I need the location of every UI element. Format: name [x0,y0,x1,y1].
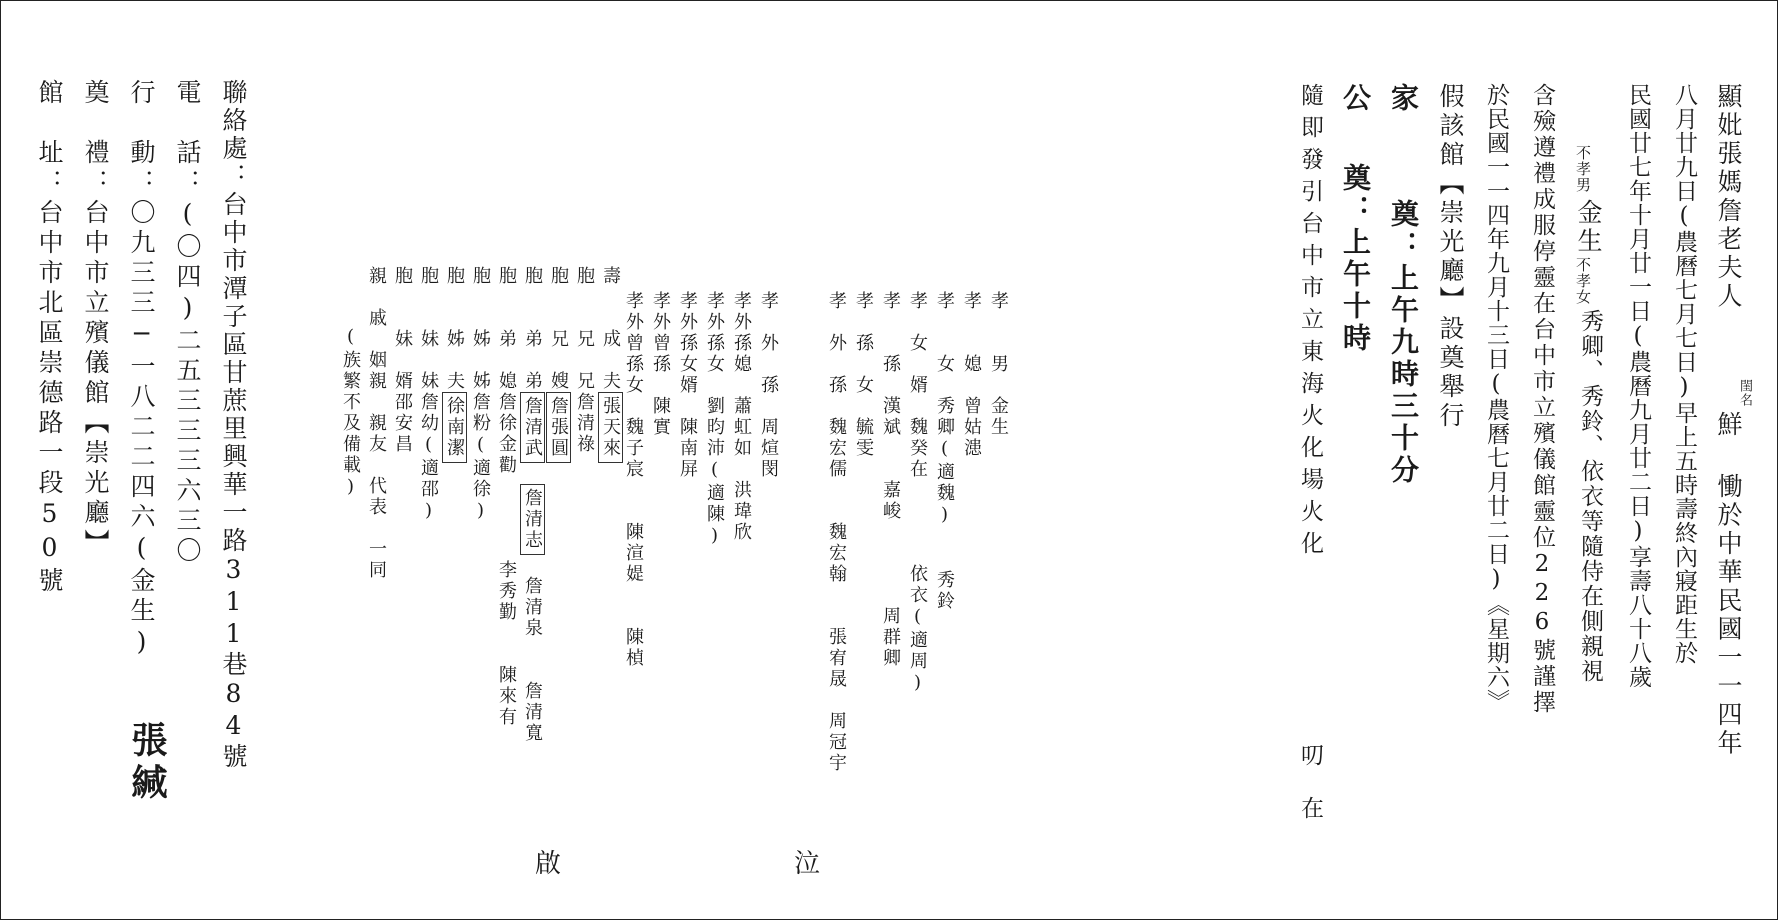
family-rel-elder-brother: 胞 兄 兄詹清祿 [574,266,595,455]
family-rel-husband: 壽 成 夫張天來 [601,266,619,744]
contact-address: 聯絡處：台中市潭子區甘蔗里興華一路311巷84號 [219,79,248,771]
notice-line-5: 含殮遵禮成服停靈在台中市立殯儀館靈位226號謹擇 [1529,83,1555,716]
signature-sealed: 張緘 [126,721,168,805]
family-rel-outer-granddaughter: 孝外孫女 劉昀沛(適陳) [704,291,725,549]
notice-line-1: 顯妣張媽詹老夫人 [1714,83,1743,311]
family-rel-daughter-in-law: 孝 媳 曾姑漶 [961,291,982,459]
unfilial-son-label: 不孝男 [1574,145,1592,193]
family-rel-outer-grandson-2: 孝 外 孫 周煊閔 [758,291,779,480]
notice-line-2: 八月廿九日(農曆七月七日)早上五時壽終內寢距生於 [1671,83,1697,665]
younger-brother-name-2: 詹清志 [520,484,545,555]
family-rel-daughter: 孝 女 秀卿(適魏) 秀鈴 [934,291,955,612]
family-rel-younger-sister-husband: 胞 妹 婿邵安昌 [392,266,413,455]
contact-venue-address: 館 址：台中市北區崇德路一段50號 [35,79,64,597]
family-rel-son: 孝 男 金生 [988,291,1009,438]
family-group-1-cols [827,291,1007,774]
contact-phone: 電 話：(〇四)二五三三三六三〇 [173,79,202,567]
notice-line-10-tail: 叨 在 [1297,743,1323,823]
notice-line-1b: 鮮 [1714,411,1743,440]
notice-line-6: 於民國一一四年九月十三日(農曆七月廿二日)《星期六》 [1483,83,1509,713]
family-rel-outer-grandson: 孝 外 孫 魏宏儒 魏宏翰 張宥晟 周冠宇 [826,291,847,774]
notice-line-1c: 慟於中華民國一一四年 [1714,473,1743,758]
family-rel-outer-granddaughter-husband: 孝外孫女婿 陳南屏 [677,291,698,480]
unfilial-daughter-label: 不孝女 [1574,257,1592,305]
given-name-note: 閨名 [1737,379,1752,407]
family-rel-elder-sister: 胞 姊 姊詹粉(適徐) [470,266,491,524]
family-rel-relatives: 親 戚 姻親 親友 代表 一同 [366,266,387,581]
sister-in-law-name: 詹張圓 [546,392,571,463]
family-rel-outer-great-grandson: 孝外曾孫 陳實 [650,291,671,438]
contact-rite-venue: 奠 禮：台中市立殯儀館【崇光廳】 [81,79,110,559]
family-rel-outer-great-granddaughter: 孝外曾孫女 魏子宸 陳渲媞 陳楨 [623,291,644,669]
closing-announce: 啟 [535,849,562,879]
family-group-2-cols [624,291,777,669]
husband-name: 張天來 [598,392,623,463]
family-rel-granddaughter: 孝 孫 女 毓雯 [853,291,874,459]
public-rite-char: 公 [1339,83,1372,115]
family-rel-grandson: 孝 孫 漢斌 嘉峻 周群卿 [880,291,901,669]
family-rite-time: 奠：上午九時三十分 [1387,199,1420,487]
notice-line-3: 民國廿七年十月廿一日(農曆九月廿二日)享壽八十八歲 [1625,83,1651,689]
family-rel-sister-in-law: 胞 兄 嫂詹張圓 [549,266,567,744]
elder-sister-husband-name: 徐南潔 [442,392,467,463]
contact-mobile: 行 動：〇九三三─一八二二四六(金生) [127,79,156,661]
family-rel-elder-sister-husband: 胞 姊 夫徐南潔 [445,266,463,744]
notice-line-7: 假該館【崇光廳】設奠舉行 [1436,83,1465,431]
family-rel-younger-brother-wife: 胞 弟 媳詹徐金勸 李秀勤 陳來有 [496,266,517,728]
family-rel-outer-grandson-wife: 孝外孫媳 蕭虹如 洪瑋欣 [731,291,752,543]
closing-weep: 泣 [794,849,821,879]
public-rite-time: 奠：上午十時 [1339,163,1372,355]
notice-line-10: 隨即發引台中市立東海火化場火化 [1297,83,1323,563]
son-name: 金生 [1574,199,1603,256]
family-rel-son-in-law: 孝 女 婿 魏癸在 依衣(適周) [907,291,928,696]
family-rel-younger-sister: 胞 妹 妹詹幼(適邵) [418,266,439,524]
family-rel-younger-brother: 胞 弟 弟詹清武 詹清志 詹清泉 詹清寬 [522,266,543,744]
daughters-names: 秀卿、秀鈴、依衣等隨侍在側親視 [1577,309,1603,684]
family-rel-relatives-note: (族繁不及備載) [340,326,361,500]
younger-brother-name: 詹清武 [520,392,545,463]
family-group-3-cols [341,266,619,744]
family-rite-char: 家 [1387,83,1420,115]
